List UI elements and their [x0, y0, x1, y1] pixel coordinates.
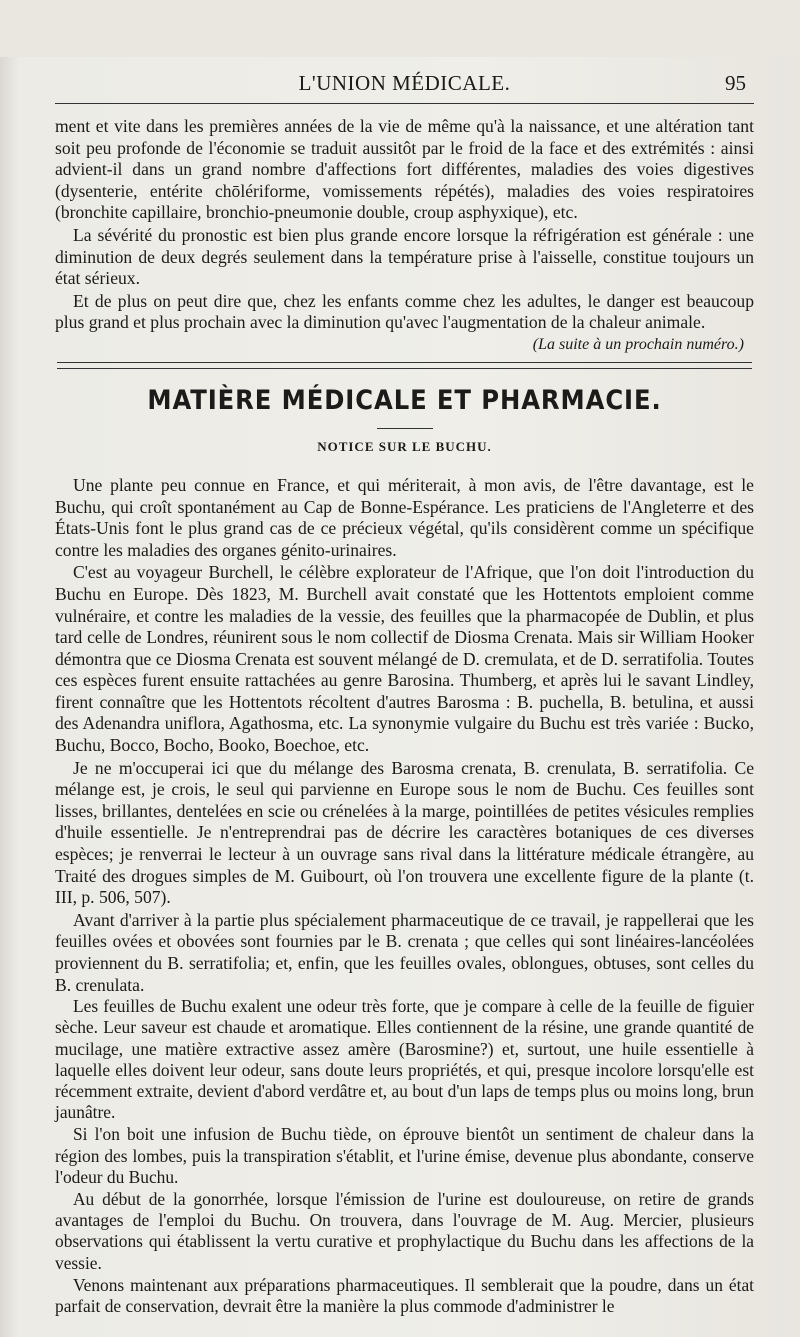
section-divider — [57, 362, 752, 369]
paragraph: Si l'on boit une infusion de Buchu tiède, on éprouve bientôt un sentiment de chaleur dans la région des lombes, puis la transpiration s'établit, et l'urine émise, devenue plus abondante, conserve l'odeur du Buchu. — [55, 1124, 754, 1187]
paragraph: Et de plus on peut dire que, chez les enfants comme chez les adultes, le danger est beaucoup plus grand et plus prochain avec la diminution qu'avec l'augmentation de la chaleur animale. — [55, 290, 754, 333]
paragraph: Je ne m'occuperai ici que du mélange des Barosma crenata, B. crenulata, B. serratifolia. Ce mélange est, je crois, le seul qui parvienne en Europe sous le nom de Buchu. Ces feuilles sont lisses, brillantes, dentelées en scie ou crénelées à la marge, pointillées de petites vésicules remplies d'huile essentielle. Je n'entreprendrai pas de décrire les caractères botaniques de ces diverses espèces; je renverrai le lecteur à un ouvrage sans rival dans la littérature médicale étrangère, au Traité des drogues simples de M. Guibourt, où l'on trouvera une excellente figure de la plante (t. III, p. 506, 507). — [55, 757, 754, 908]
paragraph: Au début de la gonorrhée, lorsque l'émission de l'urine est douloureuse, on retire de grands avantages de l'emploi du Buchu. On trouvera, dans l'ouvrage de M. Aug. Mercier, plusieurs observations qui établissent la vertu curative et prophylactique du Buchu dans les affections de la vessie. — [55, 1189, 754, 1273]
title-rule — [377, 428, 433, 429]
continuation-note: (La suite à un prochain numéro.) — [532, 335, 744, 353]
article-body — [55, 475, 754, 996]
paragraph: ment et vite dans les premières années de la vie de même qu'à la naissance, et une altération tant soit peu profonde de l'économie se traduit aussitôt par le froid de la face et des extrémités : ainsi advient-il dans un grand nombre d'affections fort différentes, maladies des voies digestives (dysenterie, entérite chōlériforme, vomissements répétés), maladies des voies respiratoires (bronchite capillaire, bronchio-pneumonie double, croup asphyxique), etc. — [55, 116, 754, 223]
paragraph: Une plante peu connue en France, et qui mériterait, à mon avis, de l'être davantage, est le Buchu, qui croît spontanément au Cap de Bonne-Espérance. Les praticiens de l'Angleterre et des États-Unis font le plus grand cas de ce précieux végétal, qu'ils considèrent comme un spécifique contre les maladies des organes génito-urinaires. — [55, 474, 754, 560]
paragraph: Avant d'arriver à la partie plus spécialement pharmaceutique de ce travail, je rappellerai que les feuilles ovées et obovées sont fournies par le B. crenata ; que celles qui sont linéaires-lancéolées proviennent du B. serratifolia; et, enfin, que les feuilles ovales, oblongues, obtuses, sont celles du B. crenulata. — [55, 909, 754, 995]
paragraph: Les feuilles de Buchu exalent une odeur très forte, que je compare à celle de la feuille de figuier sèche. Leur saveur est chaude et aromatique. Elles contiennent de la résine, une grande quantité de mucilage, une matière extractive assez amère (Barosmine?) et, surtout, une huile essentielle à laquelle elles doivent leur odeur, sans doute leurs propriétés, et qui, presque incolore lorsqu'elle est récemment extraite, devient d'abord verdâtre et, au bout d'un laps de temps plus ou moins long, brun jaunâtre. — [55, 996, 754, 1123]
page-number: 95 — [725, 71, 746, 95]
intro-section — [55, 116, 754, 334]
document-page — [0, 57, 800, 1337]
article-body-continued — [55, 996, 754, 1317]
paragraph: C'est au voyageur Burchell, le célèbre explorateur de l'Afrique, que l'on doit l'introduction du Buchu en Europe. Dès 1823, M. Burchell avait constaté que les Hottentots emploient comme vulnéraire, et contre les maladies de la vessie, des feuilles que la pharmacopée de Dublin, et plus tard celle de Londres, réunirent sous le nom collectif de Diosma Crenata. Mais sir William Hooker démontra que ce Diosma Crenata est souvent mélangé de D. cremulata, et de D. serratifolia. Toutes ces espèces furent ensuite rattachées au genre Barosina. Thumberg, et après lui le savant Lindley, firent connaître que les Hottentots récoltent d'autres Barosma : B. puchella, B. betulina, et aussi des Adenandra uniflora, Agathosma, etc. La synonymie vulgaire du Buchu est très variée : Bucko, Buchu, Bocco, Bocho, Booko, Boechoe, etc. — [55, 562, 754, 756]
running-header — [55, 57, 754, 104]
paragraph: La sévérité du pronostic est bien plus grande encore lorsque la réfrigération est générale : une diminution de deux degrés seulement dans la température prise à l'aisselle, constitue toujours un état sérieux. — [55, 224, 754, 289]
section-title: MATIÈRE MÉDICALE ET PHARMACIE. — [147, 384, 662, 416]
article-title: NOTICE SUR LE BUCHU. — [317, 438, 492, 454]
paragraph: Venons maintenant aux préparations pharmaceutiques. Il semblerait que la poudre, dans un état parfait de conservation, devrait être la manière la plus commode d'administrer le — [55, 1274, 754, 1317]
journal-title: L'UNION MÉDICALE. — [298, 71, 511, 95]
